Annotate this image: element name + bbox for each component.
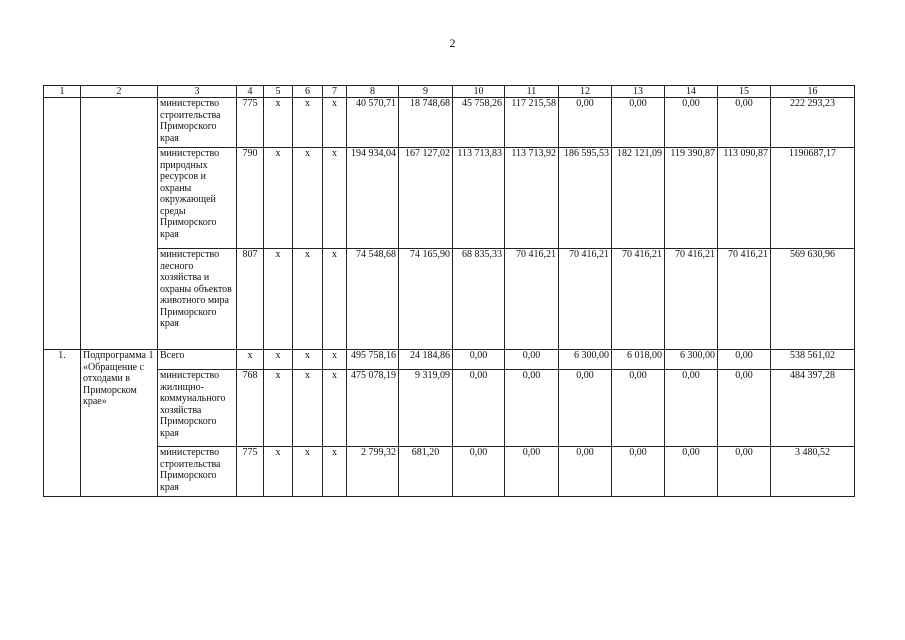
x-cell: x bbox=[293, 350, 323, 370]
value-cell: 113 713,92 bbox=[505, 148, 559, 249]
table-row bbox=[44, 148, 855, 249]
empty-cell bbox=[44, 98, 81, 350]
value-cell: 119 390,87 bbox=[665, 148, 718, 249]
x-cell: x bbox=[293, 249, 323, 350]
value-cell: 186 595,53 bbox=[559, 148, 612, 249]
column-header: 12 bbox=[559, 86, 612, 98]
column-header: 6 bbox=[293, 86, 323, 98]
value-cell: 70 416,21 bbox=[665, 249, 718, 350]
budget-table bbox=[43, 85, 855, 497]
value-cell: 0,00 bbox=[453, 350, 505, 370]
value-cell: 68 835,33 bbox=[453, 249, 505, 350]
code-cell: 768 bbox=[237, 370, 264, 447]
x-cell: x bbox=[323, 98, 347, 148]
value-cell: 0,00 bbox=[665, 370, 718, 447]
x-cell: x bbox=[264, 249, 293, 350]
value-cell: 475 078,19 bbox=[347, 370, 399, 447]
x-cell: x bbox=[293, 148, 323, 249]
x-cell: x bbox=[293, 370, 323, 447]
column-header: 2 bbox=[81, 86, 158, 98]
value-cell: 182 121,09 bbox=[612, 148, 665, 249]
total-cell: 538 561,02 bbox=[771, 350, 855, 370]
value-cell: 194 934,04 bbox=[347, 148, 399, 249]
column-header: 11 bbox=[505, 86, 559, 98]
value-cell: 0,00 bbox=[612, 98, 665, 148]
responsible-executor: Всего bbox=[158, 350, 237, 370]
responsible-executor: министерство строительства Приморского края bbox=[158, 98, 237, 148]
value-cell: 0,00 bbox=[505, 447, 559, 497]
value-cell: 0,00 bbox=[559, 447, 612, 497]
empty-cell bbox=[81, 98, 158, 350]
row-number: 1. bbox=[44, 350, 81, 497]
value-cell: 0,00 bbox=[559, 370, 612, 447]
responsible-executor: министерство жилищно-коммунального хозяйства Приморского края bbox=[158, 370, 237, 447]
column-header: 13 bbox=[612, 86, 665, 98]
table-row bbox=[44, 98, 855, 148]
x-cell: x bbox=[264, 98, 293, 148]
total-cell: 222 293,23 bbox=[771, 98, 855, 148]
total-cell: 3 480,52 bbox=[771, 447, 855, 497]
x-cell: x bbox=[264, 447, 293, 497]
value-cell: 74 165,90 bbox=[399, 249, 453, 350]
value-cell: 24 184,86 bbox=[399, 350, 453, 370]
value-cell: 9 319,09 bbox=[399, 370, 453, 447]
value-cell: 70 416,21 bbox=[612, 249, 665, 350]
value-cell: 45 758,26 bbox=[453, 98, 505, 148]
column-header: 1 bbox=[44, 86, 81, 98]
value-cell: 0,00 bbox=[718, 98, 771, 148]
column-header: 5 bbox=[264, 86, 293, 98]
x-cell: x bbox=[323, 249, 347, 350]
value-cell: 495 758,16 bbox=[347, 350, 399, 370]
responsible-executor: министерство лесного хозяйства и охраны объектов животного мира Приморского края bbox=[158, 249, 237, 350]
value-cell: 113 713,83 bbox=[453, 148, 505, 249]
total-cell: 484 397,28 bbox=[771, 370, 855, 447]
table-row bbox=[44, 249, 855, 350]
column-header: 3 bbox=[158, 86, 237, 98]
value-cell: 0,00 bbox=[559, 98, 612, 148]
x-cell: x bbox=[323, 148, 347, 249]
value-cell: 70 416,21 bbox=[718, 249, 771, 350]
table-row bbox=[44, 447, 855, 497]
value-cell: 113 090,87 bbox=[718, 148, 771, 249]
value-cell: 0,00 bbox=[453, 447, 505, 497]
value-cell: 117 215,58 bbox=[505, 98, 559, 148]
subprogram-name: Подпрограмма 1 «Обращение с отходами в Приморском крае» bbox=[81, 350, 158, 497]
column-header: 10 bbox=[453, 86, 505, 98]
x-cell: x bbox=[264, 370, 293, 447]
x-cell: x bbox=[264, 148, 293, 249]
column-header: 9 bbox=[399, 86, 453, 98]
x-cell: x bbox=[264, 350, 293, 370]
responsible-executor: министерство строительства Приморского края bbox=[158, 447, 237, 497]
column-header: 7 bbox=[323, 86, 347, 98]
value-cell: 70 416,21 bbox=[505, 249, 559, 350]
value-cell: 6 018,00 bbox=[612, 350, 665, 370]
code-cell: x bbox=[237, 350, 264, 370]
column-header: 8 bbox=[347, 86, 399, 98]
total-cell: 1190687,17 bbox=[771, 148, 855, 249]
code-cell: 775 bbox=[237, 98, 264, 148]
value-cell: 6 300,00 bbox=[665, 350, 718, 370]
value-cell: 0,00 bbox=[718, 350, 771, 370]
column-header: 4 bbox=[237, 86, 264, 98]
value-cell: 0,00 bbox=[612, 447, 665, 497]
value-cell: 2 799,32 bbox=[347, 447, 399, 497]
value-cell: 0,00 bbox=[612, 370, 665, 447]
code-cell: 807 bbox=[237, 249, 264, 350]
x-cell: x bbox=[323, 370, 347, 447]
value-cell: 167 127,02 bbox=[399, 148, 453, 249]
code-cell: 775 bbox=[237, 447, 264, 497]
value-cell: 681,20 bbox=[399, 447, 453, 497]
total-cell: 569 630,96 bbox=[771, 249, 855, 350]
column-header: 15 bbox=[718, 86, 771, 98]
column-number-row bbox=[44, 86, 855, 98]
value-cell: 70 416,21 bbox=[559, 249, 612, 350]
value-cell: 0,00 bbox=[505, 350, 559, 370]
x-cell: x bbox=[323, 350, 347, 370]
value-cell: 0,00 bbox=[505, 370, 559, 447]
value-cell: 0,00 bbox=[453, 370, 505, 447]
x-cell: x bbox=[293, 98, 323, 148]
table-row bbox=[44, 370, 855, 447]
x-cell: x bbox=[293, 447, 323, 497]
page-number: 2 bbox=[449, 36, 456, 50]
code-cell: 790 bbox=[237, 148, 264, 249]
value-cell: 18 748,68 bbox=[399, 98, 453, 148]
value-cell: 0,00 bbox=[665, 447, 718, 497]
column-header: 16 bbox=[771, 86, 855, 98]
value-cell: 40 570,71 bbox=[347, 98, 399, 148]
value-cell: 0,00 bbox=[718, 447, 771, 497]
value-cell: 74 548,68 bbox=[347, 249, 399, 350]
value-cell: 6 300,00 bbox=[559, 350, 612, 370]
value-cell: 0,00 bbox=[718, 370, 771, 447]
x-cell: x bbox=[323, 447, 347, 497]
table-row bbox=[44, 350, 855, 370]
responsible-executor: министерство природных ресурсов и охраны окружающей среды Приморского края bbox=[158, 148, 237, 249]
value-cell: 0,00 bbox=[665, 98, 718, 148]
column-header: 14 bbox=[665, 86, 718, 98]
